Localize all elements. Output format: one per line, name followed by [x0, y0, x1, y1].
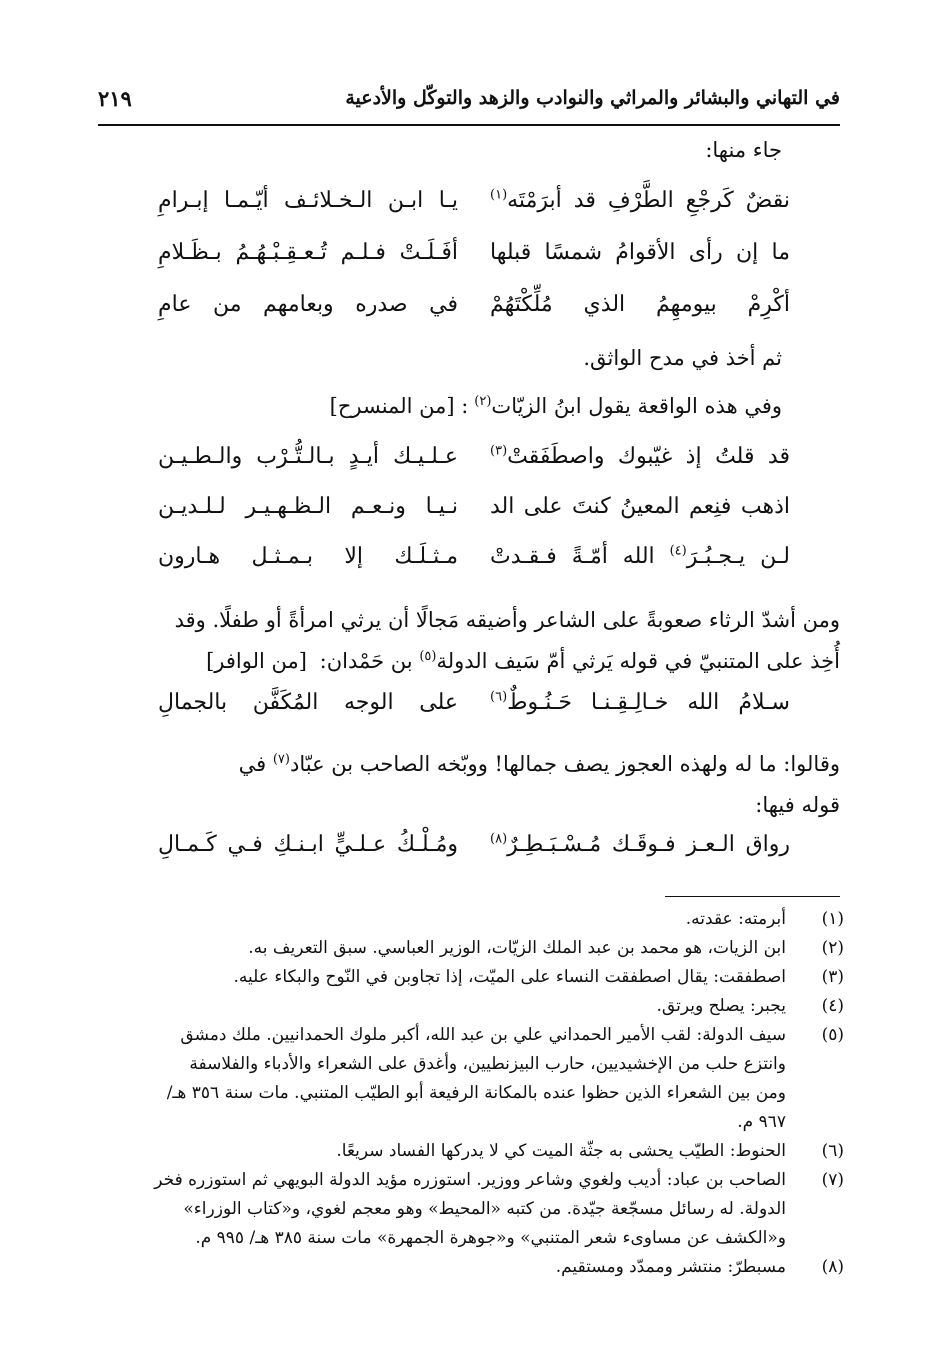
paragraph	[100, 600, 840, 682]
footnote-line: ومن بين الشعراء الذين حظوا عنده بالمكانة الرفيعة أبو الطيّب المتنبي. مات سنة ٣٥٦ هـ/	[166, 1083, 786, 1103]
footnote-ref[interactable]: (١)	[490, 187, 508, 203]
footnote-number: (٤)	[821, 996, 844, 1016]
paragraph	[100, 744, 840, 826]
footnote-number: (٧)	[821, 1170, 844, 1190]
footnote	[100, 992, 844, 1021]
footnote-ref[interactable]: (٤)	[669, 543, 687, 559]
footnote-number: (٢)	[821, 938, 844, 958]
verse-hemistich-left: أفَـلَـتْ فـلـم تُـعـقِـبْـهُـمُ بـظَـلامِ	[158, 240, 458, 265]
footnote-number: (١)	[821, 909, 844, 929]
verse-line	[130, 690, 790, 730]
footnote-ref[interactable]: (٧)	[272, 752, 290, 767]
verse-line	[130, 494, 790, 534]
footnote-line: أبرمته: عقدته.	[685, 909, 786, 929]
page-number: ٢١٩	[98, 85, 132, 111]
verse-hemistich-right: نقضٌ كَرجْعِ الطَّرْفِ قد أبرَمْتَه$^{(١)}$	[490, 187, 790, 213]
footnote-line: يجبر: يصلح ويرتق.	[656, 996, 786, 1016]
footnotes	[100, 905, 844, 1282]
footnote-ref[interactable]: (٨)	[490, 831, 508, 847]
footnote-ref[interactable]: (٣)	[490, 443, 508, 459]
verse-line	[130, 544, 790, 584]
verse-hemistich-left: في صدره وبعامهم من عامِ	[158, 292, 458, 317]
footnote-line: الحنوط: الطيّب يحشى به جثّة الميت كي لا يدركها الفساد سريعًا.	[336, 1141, 786, 1161]
footnote-number: (٦)	[821, 1141, 844, 1161]
verse-hemistich-left: مـثـلَـك إلا بـمـثـل هـارون	[158, 544, 458, 569]
page-header	[98, 78, 840, 118]
intro-line: جاء منها:	[705, 138, 782, 162]
verse-hemistich-left: ومُـلْـكُ عـلـيٍّ ابـنـكِ فـي كَـمـالِ	[158, 832, 458, 857]
footnote-ref[interactable]: (٦)	[490, 689, 508, 705]
meter-label: [من الوافر]	[206, 649, 307, 673]
footnote-line: سيف الدولة: لقب الأمير الحمداني علي بن عبد الله، أكبر ملوك الحمدانيين. ملك دمشق	[180, 1025, 786, 1045]
verse-line	[130, 240, 790, 280]
narrative-line: وفي هذه الواقعة يقول ابنُ الزيّات$^{(٢)}$: [من المنسرح]	[329, 394, 782, 418]
verse-line	[130, 188, 790, 228]
footnote-line: و«الكشف عن مساوىء شعر المتنبي» و«جوهرة الجمهرة» مات سنة ٣٨٥ هـ/ ٩٩٥ م.	[195, 1228, 786, 1248]
footnote-line: الصاحب بن عباد: أديب ولغوي وشاعر ووزير. استوزره مؤيد الدولة البويهي ثم استوزره فخر	[154, 1170, 786, 1190]
verse-hemistich-left: عـلـيـك أيـدٍ بـالـتُّـرْب والـطـيـن	[158, 444, 458, 469]
footnote	[100, 1253, 844, 1282]
footnote	[100, 1166, 844, 1253]
verse-hemistich-right: سـلامُ الله خـالِـقِـنـا حَـنُـوطٌ$^{(٦)}$	[490, 689, 790, 715]
footnote	[100, 905, 844, 934]
footnote-line: الدولة. له رسائل مسجّعة جيّدة. من كتبه «المحيط» وهو معجم لغوي، و«كتاب الوزراء»	[183, 1199, 786, 1219]
verse-hemistich-right: اذهب فنِعم المعينُ كنتَ على الد	[490, 494, 790, 519]
verse-hemistich-right: أكْرِمْ بيومهِمُ الذي مُلِّكْتَهُمْ	[490, 292, 790, 317]
footnote-ref[interactable]: (٥)	[419, 649, 437, 664]
footnote-line: وانتزع حلب من الإخشيديين، حارب البيزنطيين، وأغدق على الشعراء والأدباء والفلاسفة	[189, 1054, 786, 1074]
verse-hemistich-left: يـا ابـن الـخـلائـف أيّـمـا إبـرامِ	[158, 188, 458, 213]
verse-hemistich-left: على الوجه المُكَفَّن بالجمالِ	[158, 690, 458, 715]
footnote	[100, 1137, 844, 1166]
footnote-number: (٥)	[821, 1025, 844, 1045]
verse-line	[130, 832, 790, 872]
footnote-number: (٨)	[821, 1257, 844, 1277]
narrative-line: ثم أخذ في مدح الواثق.	[583, 346, 782, 370]
footnote-number: (٣)	[821, 967, 844, 987]
verse-hemistich-right: ما إن رأى الأقوامُ شمسًا قبلها	[490, 240, 790, 265]
meter-label: : [من المنسرح]	[329, 394, 469, 418]
footnote-ref[interactable]: (٢)	[474, 394, 492, 409]
paragraph-line: أُخِذ على المتنبيّ في قوله يَرثي أمّ سَيف الدولة$^{(٥)}$ بن حَمْدان: [من الوافر]	[100, 641, 840, 682]
paragraph-line: ومن أشدّ الرثاء صعوبةً على الشاعر وأضيقه مَجالًا أن يرثي امرأةً أو طفلًا. وقد	[174, 608, 840, 632]
footnote-separator	[665, 896, 840, 897]
verse-hemistich-left: نـيـا ونـعـم الـظـهـيـر لـلـديـن	[158, 494, 458, 519]
footnote-line: اصطفقت: يقال اصطفقت النساء على الميّت، إذا تجاوبن في النّوح والبكاء عليه.	[233, 967, 786, 987]
verse-hemistich-right: قد قلتُ إذ غيّبوك واصطَفَقتْ$^{(٣)}$	[490, 443, 790, 469]
paragraph-line: قوله فيها:	[755, 793, 840, 817]
footnote	[100, 1021, 844, 1137]
verse-line	[130, 444, 790, 484]
verse-hemistich-right: لـن يـجـبُـرَ$^{(٤)}$ الله أمّـةً فـقـدتْ	[490, 543, 790, 569]
verse-line	[130, 292, 790, 332]
verse-hemistich-right: رواق الـعـز فـوقَـك مُـسْـبَـطِـرٌ$^{(٨)}$	[490, 831, 790, 857]
footnote-line: ٩٦٧ م.	[737, 1112, 786, 1132]
running-title: في التهاني والبشائر والمراثي والنوادب والزهد والتوكّل والأدعية	[345, 87, 840, 109]
footnote-line: مسبطرّ: منتشر وممدّد ومستقيم.	[555, 1257, 786, 1277]
footnote-line: ابن الزيات، هو محمد بن عبد الملك الزيّات، الوزير العباسي. سبق التعريف به.	[248, 938, 786, 958]
header-rule	[98, 124, 840, 126]
footnote	[100, 963, 844, 992]
footnote	[100, 934, 844, 963]
paragraph-line: وقالوا: ما له ولهذه العجوز يصف جمالها! ووبّخه الصاحب بن عبّاد$^{(٧)}$ في	[238, 752, 840, 776]
